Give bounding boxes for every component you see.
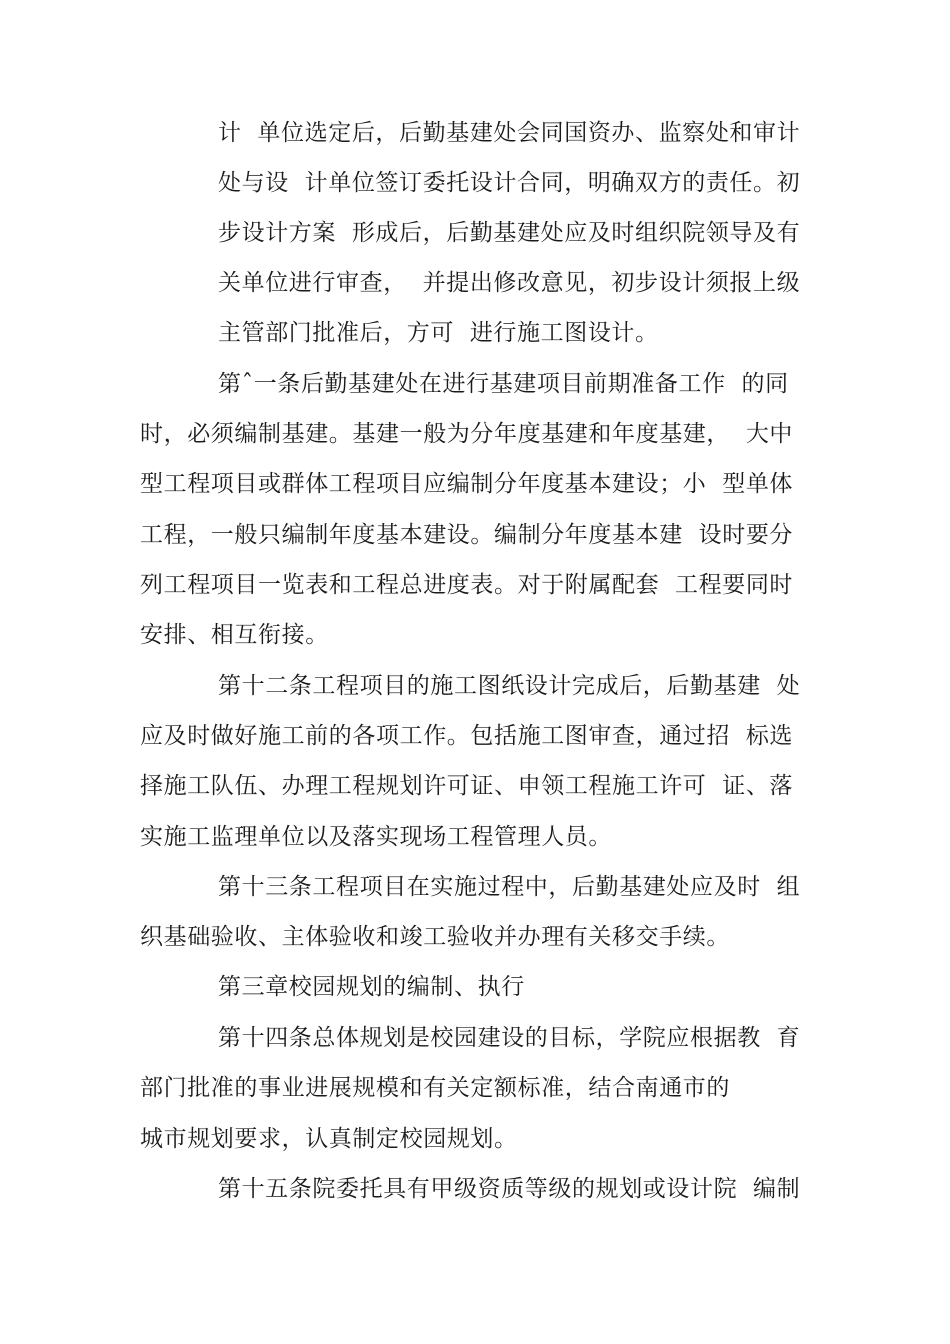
text-line: 实施工监理单位以及落实现场工程管理人员。 — [140, 824, 612, 850]
text-line: 时，必须编制基建。基建一般为分年度基建和年度基建， 大中 — [140, 421, 794, 447]
text-line: 列工程项目一览表和工程总进度表。对于附属配套 工程要同时 — [140, 572, 794, 598]
text-line: 应及时做好施工前的各项工作。包括施工图审查，通过招 标选 — [140, 723, 794, 749]
text-line: 城市规划要求，认真制定校园规划。 — [140, 1126, 518, 1152]
paragraph-start: 第十五条院委托具有甲级资质等级的规划或设计院 编制 — [218, 1176, 801, 1202]
paragraph-start: 第十二条工程项目的施工图纸设计完成后，后勤基建 处 — [218, 673, 801, 699]
paragraph-start: 第ˆ一条后勤基建处在进行基建项目前期准备工作 的同 — [218, 371, 789, 397]
text-line: 安排、相互衔接。 — [140, 622, 329, 648]
text-line: 工程，一般只编制年度基本建设。编制分年度基本建 设时要分 — [140, 522, 794, 548]
text-line: 主管部门批准后，方可 进行施工图设计。 — [218, 320, 659, 346]
paragraph-start: 第十三条工程项目在实施过程中，后勤基建处应及时 组 — [218, 874, 801, 900]
text-line: 择施工队伍、办理工程规划许可证、申领工程施工许可 证、落 — [140, 773, 794, 799]
chapter-heading: 第三章校园规划的编制、执行 — [218, 974, 525, 1000]
text-line: 关单位进行审查， 并提出修改意见，初步设计须报上级 — [218, 270, 801, 296]
text-line: 计 单位选定后，后勤基建处会同国资办、监察处和审计 — [218, 120, 801, 146]
text-line: 处与设 计单位签订委托设计合同，明确双方的责任。初 — [218, 170, 801, 196]
paragraph-start: 第十四条总体规划是校园建设的目标，学院应根据教 育 — [218, 1025, 801, 1051]
text-line: 型工程项目或群体工程项目应编制分年度基本建设；小 型单体 — [140, 471, 794, 497]
text-line: 织基础验收、主体验收和竣工验收并办理有关移交手续。 — [140, 924, 730, 950]
text-line: 步设计方案 形成后，后勤基建处应及时组织院领导及有 — [218, 220, 801, 246]
text-line: 部门批准的事业进展规模和有关定额标准，结合南通市的 — [140, 1075, 730, 1101]
